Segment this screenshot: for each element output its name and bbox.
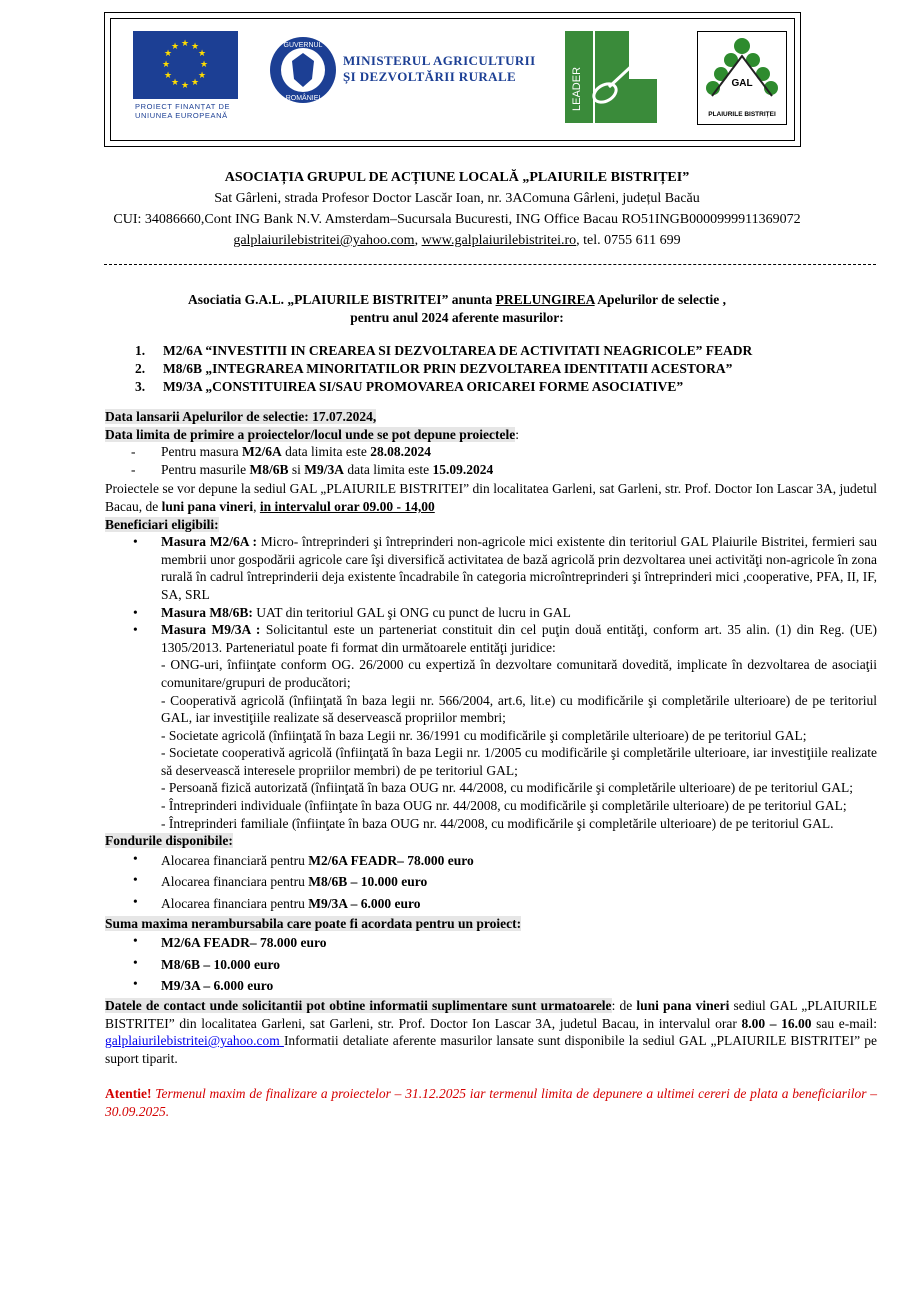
launch-date-text: Data lansarii Apelurilor de selectie: 17.07.2024, (105, 409, 377, 424)
warning-paragraph (105, 1085, 877, 1120)
deadline-date: 15.09.2024 (432, 461, 494, 477)
gal-tree-icon (704, 36, 780, 102)
deadline-text: Pentru masurile (161, 461, 250, 477)
max-amount-text: M8/6B – 10.000 euro (161, 956, 280, 972)
svg-text:★: ★ (199, 60, 209, 70)
leader-logo (565, 31, 657, 123)
ministry-line-2: ȘI DEZVOLTĂRII RURALE (343, 69, 517, 84)
contact-text: Informatii detaliate aferente masurilor lansate sunt disponibile la sediul GAL „PLAIURILE BISTRITEI” pe suport tiparit. (105, 1033, 877, 1066)
max-amount-item (105, 975, 877, 997)
fund-text: Alocarea financiară pentru (161, 852, 309, 868)
gal-logo-caption: PLAIURILE BISTRIȚEI (708, 111, 776, 118)
beneficiary-label: Masura M8/6B: (161, 604, 253, 620)
bullet-marker: • (133, 872, 138, 888)
max-amount-text: M9/3A – 6.000 euro (161, 978, 274, 994)
fund-amount: M2/6A FEADR– 78.000 euro (308, 852, 474, 868)
deadline-text: Pentru masura (161, 444, 242, 460)
ministry-line-1: MINISTERUL AGRICULTURII (343, 53, 536, 68)
deadline-item (105, 461, 877, 479)
partner-entity: - Cooperativă agricolă (înfiinţată în baza legii nr. 566/2004, art.6, lit.e) cu modificările şi completările ulterioare) de pe teritoriul GAL, iar investiţiile realizate să deservească propriilor membri; (161, 692, 877, 726)
partner-entity: - Persoană fizică autorizată (înfiinţată în baza OUG nr. 44/2008, cu modificările şi completările ulterioare) de pe teritoriul GAL; (161, 780, 853, 796)
bullet-marker: • (133, 622, 138, 638)
bullet-marker: • (133, 894, 138, 910)
beneficiary-text: Micro- întreprinderi şi întreprinderi non-agricole mici existente din teritoriul GAL Plaiurile Bistritei, fermieri sau membrii unor gospodării agricole care îşi diversifică activitatea de bază agricolă prin dezvoltarea unei activităţi non-agricole în zona rurală în cadrul întreprinderii deja existente încadrabile în categoria microîntreprinderi şi întreprinderi mici ,cooperative, PFA, II, IF, SA, SRL (161, 534, 877, 602)
measure-text: M2/6A “INVESTITII IN CREAREA SI DEZVOLTAREA DE ACTIVITATI NEAGRICOLE” FEADR (163, 343, 753, 358)
svg-text:★: ★ (180, 81, 190, 91)
max-amount-item (105, 954, 877, 976)
svg-text:★: ★ (197, 49, 207, 59)
bullet-marker: • (133, 604, 138, 620)
beneficiary-item (105, 533, 877, 603)
svg-text:★: ★ (170, 42, 180, 52)
contact-days: luni pana vineri (636, 998, 730, 1013)
measure-text: M9/3A „CONSTITUIREA SI/SAU PROMOVAREA ORICAREI FORME ASOCIATIVE” (163, 379, 684, 394)
beneficiaries-heading (105, 516, 877, 534)
announcement-line-2: pentru anul 2024 aferente masurilor: (350, 310, 564, 325)
contact-hours: 8.00 – 16.00 (741, 1015, 812, 1031)
deadline-heading-text: Data limita de primire a proiectelor/locul unde se pot depune proiectele (105, 426, 516, 442)
max-amount-heading-text: Suma maxima nerambursabila care poate fi acordata pentru un proiect: (105, 915, 522, 931)
eu-stars-icon (133, 31, 238, 99)
place-days: luni pana vineri (161, 498, 254, 514)
svg-text:★: ★ (180, 39, 190, 49)
funds-heading (105, 832, 877, 850)
measure-number: 2. (135, 361, 146, 376)
deadline-text: si (288, 461, 305, 477)
bullet-marker: • (133, 976, 138, 992)
seal-bottom-text: ROMÂNIEI (285, 95, 321, 102)
deadline-text: data limita este (344, 461, 433, 477)
svg-text:★: ★ (170, 78, 180, 88)
seal-top-text: GUVERNUL (283, 42, 323, 49)
deadline-item (105, 443, 877, 461)
partner-entity: - ONG-uri, înfiinţate conform OG. 26/2000 cu expertiză în dezvoltare comunitară dovedită, implicate în dezvoltarea de asociaţii comunitare/grupuri de producători; (161, 657, 877, 690)
fund-item (105, 893, 877, 915)
launch-date (105, 408, 877, 426)
submission-place (105, 480, 877, 515)
announcement-line-1 (0, 291, 914, 309)
measure-number: 1. (135, 343, 146, 358)
deadline-colon: : (515, 426, 519, 442)
contact-heading: Datele de contact unde solicitantii pot obtine informatii suplimentare sunt urmatoarele (105, 998, 612, 1013)
contact-text: : de (611, 998, 637, 1013)
ministry-name (343, 53, 536, 85)
bullet-marker: • (133, 954, 138, 970)
dash-marker: - (131, 444, 136, 460)
contact-paragraph (105, 997, 877, 1067)
announcement-prelungirea: PRELUNGIREA (495, 292, 595, 307)
funds-heading-text: Fondurile disponibile: (105, 833, 233, 849)
contact-text: sediul GAL „PLAIURILE BISTRITEI” din localitatea Garleni, sat Garleni, str. Prof. Doctor Ion Lascar 3A, judetul Bacau, in intervalul orar (105, 998, 877, 1031)
leader-text: LEADER (571, 66, 583, 111)
beneficiary-label: Masura M9/3A : (161, 622, 261, 638)
partner-entity: - Întreprinderi familiale (înfiinţate în baza OUG nr. 44/2008, cu modificările şi completările ulterioare) de pe teritoriul GAL. (161, 815, 834, 831)
deadline-text: data limita este (281, 444, 371, 460)
beneficiary-item (105, 621, 877, 832)
beneficiary-item (105, 604, 877, 622)
bullet-marker: • (133, 850, 138, 866)
dash-marker: - (131, 461, 136, 477)
fund-text: Alocarea financiara pentru (161, 874, 309, 890)
deadline-heading (105, 426, 877, 444)
deadline-measure: M9/3A (304, 461, 344, 477)
fund-amount: M8/6B – 10.000 euro (308, 874, 428, 890)
gal-logo (697, 31, 787, 125)
beneficiary-text: UAT din teritoriul GAL şi ONG cu punct de lucru in GAL (252, 604, 571, 620)
partner-entity: - Întreprinderi individuale (înfiinţate în baza OUG nr. 44/2008, cu modificările şi completările ulterioare) de pe teritoriul GAL; (161, 798, 847, 814)
beneficiary-label: Masura M2/6A : (161, 534, 257, 550)
bullet-marker: • (133, 933, 138, 949)
government-seal-icon (268, 35, 338, 105)
warning-label: Atentie! (105, 1086, 152, 1102)
beneficiary-text: Solicitantul este un parteneriat constituit din cel puţin două entităţi, conform art. 35 alin. (1) din Reg. (UE) 1305/2013. Parteneriatul poate fi format din următoarele entităţi juridice: (161, 622, 877, 655)
svg-text:★: ★ (161, 60, 171, 70)
deadline-measure: M8/6B (249, 461, 289, 477)
deadline-measure: M2/6A (241, 444, 282, 460)
svg-text:★: ★ (190, 42, 200, 52)
contact-text: sau e-mail: (811, 1015, 878, 1031)
svg-text:★: ★ (163, 71, 173, 81)
fund-text: Alocarea financiara pentru (161, 896, 309, 912)
measure-item (135, 342, 752, 360)
gal-logo-text: GAL (731, 78, 753, 89)
header-email-link[interactable]: galplaiurilebistritei@yahoo.com (233, 233, 415, 248)
measure-number: 3. (135, 379, 146, 394)
eu-caption: PROIECT FINANȚAT DE UNIUNEA EUROPEANĂ (135, 102, 231, 120)
measure-text: M8/6B „INTEGRAREA MINORITATILOR PRIN DEZVOLTAREA IDENTITATII ACESTORA” (163, 361, 733, 376)
header-website-link[interactable]: www.galplaiurilebistritei.ro (421, 233, 577, 248)
svg-text:★: ★ (190, 78, 200, 88)
association-bank-info: CUI: 34086660,Cont ING Bank N.V. Amsterdam–Sucursala Bucuresti, ING Office Bacau RO51INGB0000999911369072 (113, 212, 801, 227)
max-amount-item (105, 932, 877, 954)
max-amount-heading (105, 915, 877, 933)
header-phone: , tel. 0755 611 699 (576, 233, 681, 248)
place-text: , (253, 498, 260, 514)
fund-amount: M9/3A – 6.000 euro (308, 896, 421, 912)
beneficiaries-heading-text: Beneficiari eligibili: (105, 516, 219, 532)
header-comma: , (414, 233, 422, 248)
association-title: ASOCIAȚIA GRUPUL DE ACȚIUNE LOCALĂ „PLAIURILE BISTRIȚEI” (224, 170, 690, 185)
government-seal-logo (268, 35, 338, 105)
partner-entity: - Societate cooperativă agricolă (înfiinţată în baza Legii nr. 1/2005 cu modificările şi completările ulterioare, iar investiţiile realizate să deservească interesele propriilor membri) de pe teritoriul GAL; (161, 745, 877, 778)
header-separator (104, 264, 876, 265)
fund-item (105, 850, 877, 872)
partner-entity: - Societate agricolă (înfiinţată în baza Legii nr. 36/1991 cu modificările şi completările ulterioare) de pe teritoriul GAL; (161, 727, 807, 743)
fund-item (105, 871, 877, 893)
association-address: Sat Gârleni, strada Profesor Doctor Lascăr Ioan, nr. 3AComuna Gârleni, județul Bacău (214, 191, 700, 206)
measures-list (135, 342, 752, 396)
contact-email-link[interactable]: galplaiurilebistritei@yahoo.com (105, 1033, 284, 1049)
leader-icon (565, 31, 657, 123)
logo-banner (104, 12, 801, 147)
measure-item (135, 360, 752, 378)
svg-text:★: ★ (163, 49, 173, 59)
announcement-text-a: Asociatia G.A.L. „PLAIURILE BISTRITEI” anunta (188, 292, 496, 307)
announcement-text-c: Apelurilor de selectie , (594, 292, 726, 307)
eu-flag-logo (133, 31, 238, 99)
place-hours: in intervalul orar 09.00 - 14,00 (259, 498, 435, 514)
association-contact (0, 231, 914, 251)
warning-text: Termenul maxim de finalizare a proiectelor – 31.12.2025 iar termenul limita de depunere a ultimei cereri de plata a beneficiarilor – 30.09.2025. (105, 1086, 877, 1119)
announcement-body (105, 408, 877, 1121)
measure-item (135, 378, 752, 396)
place-text: Proiectele se vor depune la sediul GAL „PLAIURILE BISTRITEI” din localitatea Garleni, sat Garleni, str. Prof. Doctor Ion Lascar 3A, judetul Bacau, de (105, 481, 877, 514)
bullet-marker: • (133, 534, 138, 550)
deadline-date: 28.08.2024 (370, 444, 431, 460)
max-amount-text: M2/6A FEADR– 78.000 euro (161, 935, 327, 951)
svg-text:★: ★ (197, 71, 207, 81)
